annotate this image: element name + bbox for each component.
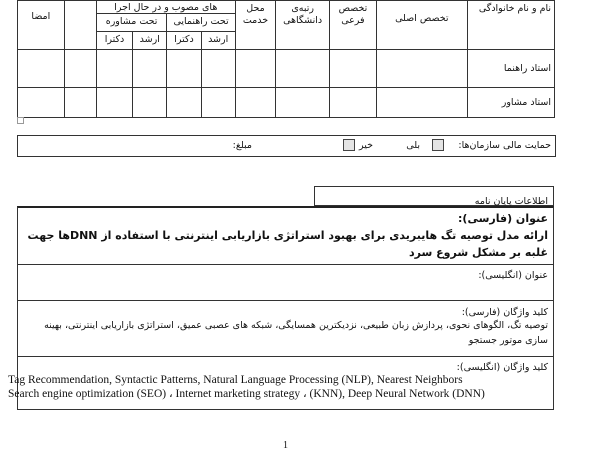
header-main-specialty: تخصص اصلی <box>376 1 467 50</box>
header-advising-phd: دکترا <box>96 32 132 50</box>
cell-input[interactable] <box>330 88 377 118</box>
cell-input[interactable] <box>235 88 275 118</box>
thesis-section-title: اطلاعات پایان نامه <box>474 196 548 207</box>
keywords-fa-label: کلید واژگان (فارسی): <box>461 307 548 318</box>
cell-input[interactable] <box>133 50 167 88</box>
keywords-en-cell[interactable] <box>8 357 554 410</box>
cell-input[interactable] <box>167 50 201 88</box>
cell-input[interactable] <box>330 50 377 88</box>
funding-no-checkbox[interactable] <box>343 139 355 151</box>
row-label-advisor: استاد مشاور <box>467 88 554 118</box>
cell-input[interactable] <box>18 88 65 118</box>
thesis-section-title-cell <box>314 186 554 206</box>
thesis-info-section <box>8 186 554 410</box>
header-empty <box>64 1 96 50</box>
title-fa-label: عنوان (فارسی): <box>458 212 548 225</box>
cell-input[interactable] <box>96 88 132 118</box>
title-en-label: عنوان (انگلیسی): <box>478 270 548 281</box>
cell-input[interactable] <box>276 50 330 88</box>
row-label-supervisor: استاد راهنما <box>467 50 554 88</box>
keywords-en-label: کلید واژگان (انگلیسی): <box>456 362 548 373</box>
funding-amount-label: مبلغ: <box>232 140 252 151</box>
header-sub-specialty: تخصص فرعی <box>330 1 377 50</box>
cell-input[interactable] <box>376 50 467 88</box>
header-name: نام و نام خانوادگی <box>467 1 554 50</box>
header-signature: امضا <box>18 1 65 50</box>
cell-input[interactable] <box>64 88 96 118</box>
header-under-supervision: تحت راهنمایی <box>167 14 235 32</box>
header-supervision-masters: ارشد <box>201 32 235 50</box>
header-theses-group: های مصوب و در حال اجرا <box>96 1 235 14</box>
funding-row <box>17 135 556 157</box>
table-row <box>18 50 555 88</box>
funding-no-label: خیر <box>359 140 373 151</box>
funding-yes-label: بلی <box>406 140 420 151</box>
cell-input[interactable] <box>201 88 235 118</box>
cell-input[interactable] <box>276 88 330 118</box>
keywords-fa-value: توصیه تگ، الگوهای نحوی، پردازش زبان طبیعی، نزدیکترین همسایگی، شبکه های عصبی عمیق، استراتژی بازاریابی اینترنتی، بهینه سازی موتور جستجو <box>44 320 548 346</box>
cell-input[interactable] <box>64 50 96 88</box>
keywords-en-line2: Search engine optimization (SEO) ، Internet marketing strategy ، (KNN), Deep Neural Network (DNN) <box>8 388 485 400</box>
cell-input[interactable] <box>376 88 467 118</box>
page-number: 1 <box>283 440 288 451</box>
cell-input[interactable] <box>167 88 201 118</box>
table-row <box>18 88 555 118</box>
keywords-fa-cell[interactable] <box>17 301 554 357</box>
header-advising-masters: ارشد <box>133 32 167 50</box>
funding-yes-checkbox[interactable] <box>432 139 444 151</box>
cell-input[interactable] <box>18 50 65 88</box>
cell-input[interactable] <box>133 88 167 118</box>
title-fa-value: ارائه مدل توصیه تگ هایبریدی برای بهبود استراتژی بازاریابی اینترنتی با استفاده از DNNها جهت غلبه بر مشکل شروع سرد <box>27 229 548 259</box>
cell-input[interactable] <box>235 50 275 88</box>
cell-input[interactable] <box>96 50 132 88</box>
table-anchor-marker <box>17 117 24 124</box>
header-workplace: محل خدمت <box>235 1 275 50</box>
cell-input[interactable] <box>201 50 235 88</box>
funding-label: حمایت مالی سازمان‌ها: <box>458 140 551 151</box>
keywords-en-line1: Tag Recommendation, Syntactic Patterns, Natural Language Processing (NLP), Nearest Neighbors <box>8 374 463 386</box>
title-en-cell[interactable] <box>17 265 554 301</box>
header-supervision-phd: دکترا <box>167 32 201 50</box>
header-under-advising: تحت مشاوره <box>96 14 167 32</box>
header-academic-rank: رتبه‌ی دانشگاهی <box>276 1 330 50</box>
supervisor-table <box>17 0 555 118</box>
title-fa-cell[interactable] <box>17 206 554 265</box>
